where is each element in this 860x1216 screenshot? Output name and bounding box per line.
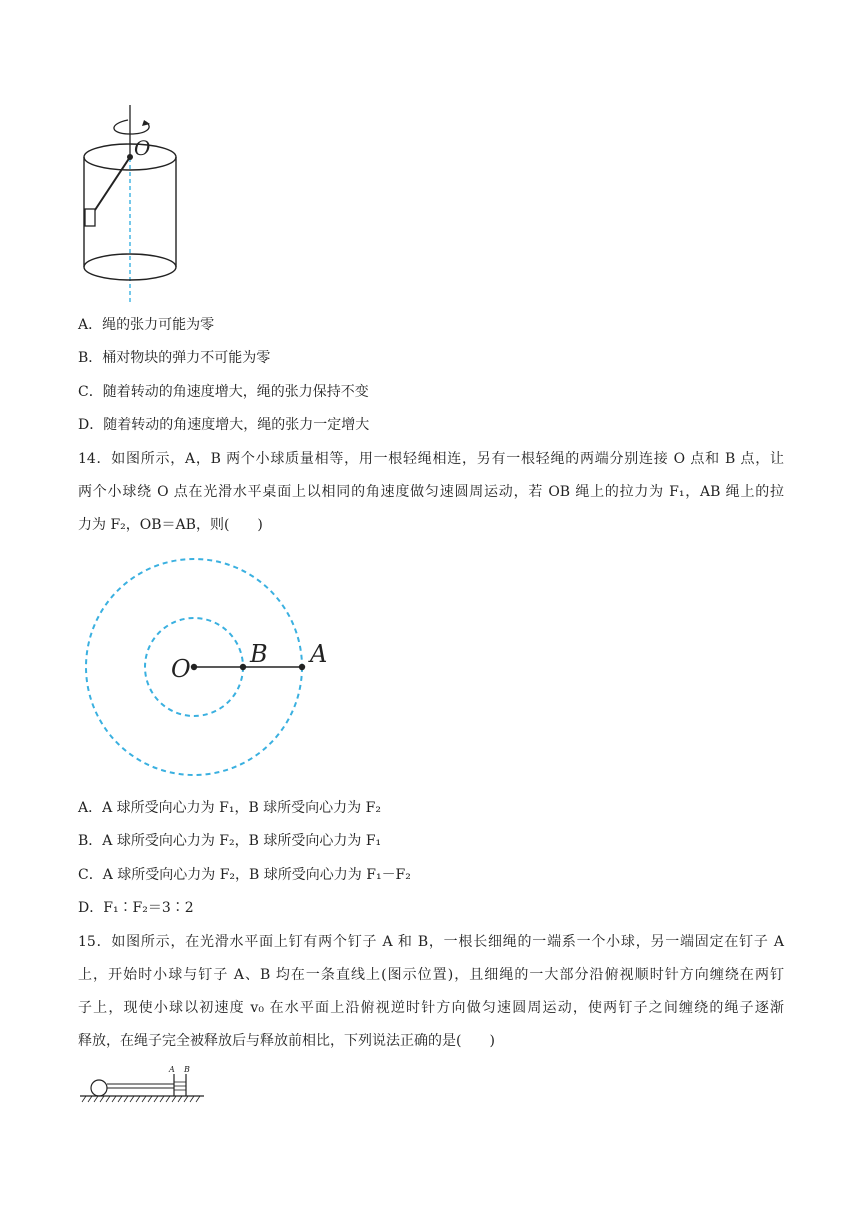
label-b: B xyxy=(250,640,268,668)
ball-b xyxy=(240,664,246,670)
cylinder-figure xyxy=(70,100,200,305)
q14-option-c: C．A 球所受向心力为 F₂，B 球所受向心力为 F₁－F₂ xyxy=(78,867,411,883)
rope xyxy=(95,157,130,210)
label-a: A xyxy=(310,640,328,668)
q13-option-c: C．随着转动的角速度增大，绳的张力保持不变 xyxy=(78,384,369,400)
q13-option-a: A．绳的张力可能为零 xyxy=(78,317,215,333)
q14-option-b: B．A 球所受向心力为 F₂，B 球所受向心力为 F₁ xyxy=(78,833,382,849)
q15-stem-line: 15．如图所示，在光滑水平面上钉有两个钉子 A 和 B，一根长细绳的一端系一个小球，另一端固定在钉子 A xyxy=(78,934,784,950)
ball-a xyxy=(299,664,305,670)
q14-stem xyxy=(78,443,784,542)
circular-motion-figure xyxy=(80,555,330,785)
nails-figure xyxy=(78,1062,206,1104)
block xyxy=(85,209,95,226)
label-a: A xyxy=(169,1065,175,1074)
q14-option-a: A．A 球所受向心力为 F₁，B 球所受向心力为 F₂ xyxy=(78,800,381,816)
q14-stem-line: 14．如图所示，A，B 两个小球质量相等，用一根轻绳相连，另有一根轻绳的两端分别连接 O 点和 B 点，让 xyxy=(78,451,784,467)
label-o: O xyxy=(171,655,191,683)
q14-option-d: D．F₁∶F₂＝3∶2 xyxy=(78,900,194,916)
q15-stem-line: 释放，在绳子完全被释放后与释放前相比，下列说法正确的是( ) xyxy=(78,1033,495,1049)
q13-option-b: B．桶对物块的弹力不可能为零 xyxy=(78,350,271,366)
q15-stem-line: 上，开始时小球与钉子 A、B 均在一条直线上(图示位置)，且细绳的一大部分沿俯视顺时针方向缠绕在两钉 xyxy=(78,967,784,983)
point-o xyxy=(191,664,197,670)
q13-option-d: D．随着转动的角速度增大，绳的张力一定增大 xyxy=(78,417,370,433)
q15-stem xyxy=(78,926,784,1058)
label-b: B xyxy=(184,1065,190,1074)
label-o: O xyxy=(134,136,151,160)
ball xyxy=(91,1080,107,1096)
q14-stem-line: 两个小球绕 O 点在光滑水平桌面上以相同的角速度做匀速圆周运动，若 OB 绳上的拉力为 F₁，AB 绳上的拉 xyxy=(78,484,784,500)
q14-stem-line: 力为 F₂，OB＝AB，则( ) xyxy=(78,517,263,533)
q15-stem-line: 子上，现使小球以初速度 v₀ 在水平面上沿俯视逆时针方向做匀速圆周运动，使两钉子之间缠绕的绳子逐渐 xyxy=(78,1000,784,1016)
